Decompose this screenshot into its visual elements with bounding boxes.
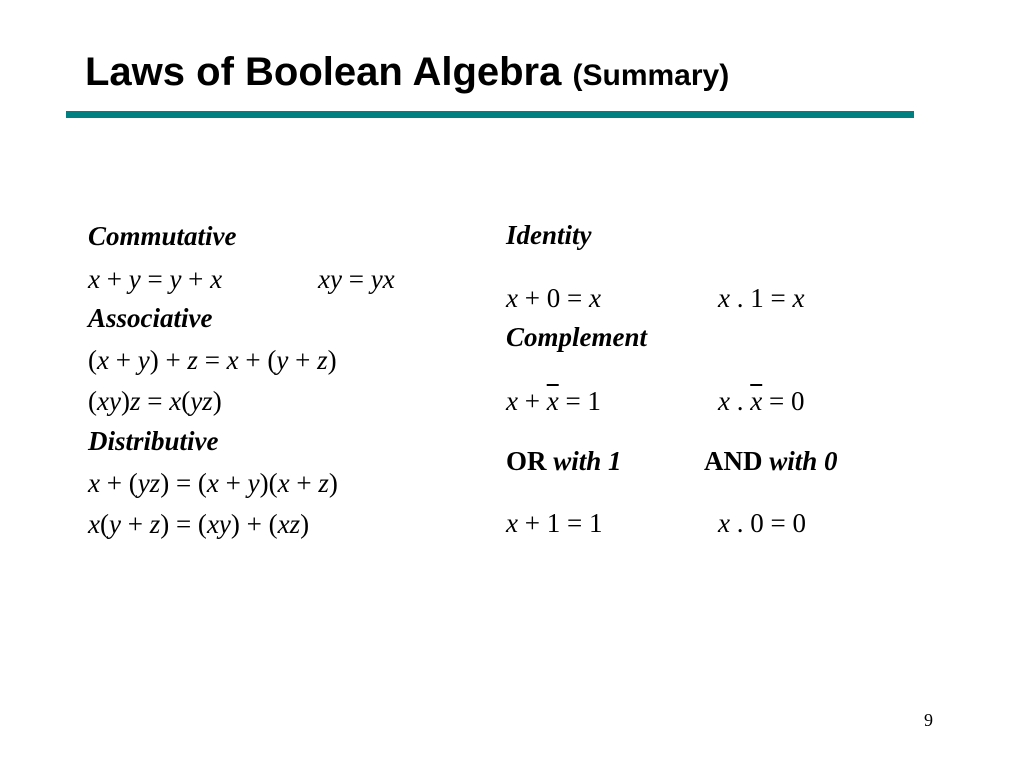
x-complement: $\overline{x}$ — [750, 386, 763, 416]
commutative-heading: Commutative — [88, 221, 237, 251]
identity-heading: Identity — [506, 220, 592, 250]
distributive-heading: Distributive — [88, 426, 219, 456]
title-underline — [66, 111, 914, 118]
associative-heading: Associative — [88, 303, 213, 333]
associative-law-or: (x + y) + z = x + (y + z) — [88, 345, 337, 375]
and-with-0-law: x . 0 = 0 — [718, 508, 806, 538]
associative-law-and: (xy)z = x(yz) — [88, 386, 222, 416]
commutative-law-and: xy = yx — [318, 264, 395, 294]
and-with-0-heading: AND with 0 — [704, 446, 838, 476]
title-main: Laws of Boolean Algebra — [85, 50, 562, 94]
complement-law-and: x . $\overline{x} = 0$ — [718, 386, 805, 416]
complement-heading: Complement — [506, 322, 647, 352]
title-sub: (Summary) — [572, 59, 730, 92]
page-number: 9 — [924, 710, 933, 730]
distributive-law-or: x + (yz) = (x + y)(x + z) — [88, 468, 338, 498]
identity-law-and: x . 1 = x — [718, 283, 805, 313]
slide-title — [85, 50, 729, 94]
x-complement: $\overline{x}$ — [546, 386, 559, 416]
distributive-law-and: x(y + z) = (xy) + (xz) — [88, 509, 310, 539]
identity-law-or: x + 0 = x — [506, 283, 601, 313]
commutative-law-or: x + y = y + x — [88, 264, 223, 294]
or-with-1-law: x + 1 = 1 — [506, 508, 603, 538]
complement-law-or: $x + \overline{x} = 1$ — [506, 386, 601, 416]
or-with-1-heading: OR with 1 — [506, 446, 622, 476]
